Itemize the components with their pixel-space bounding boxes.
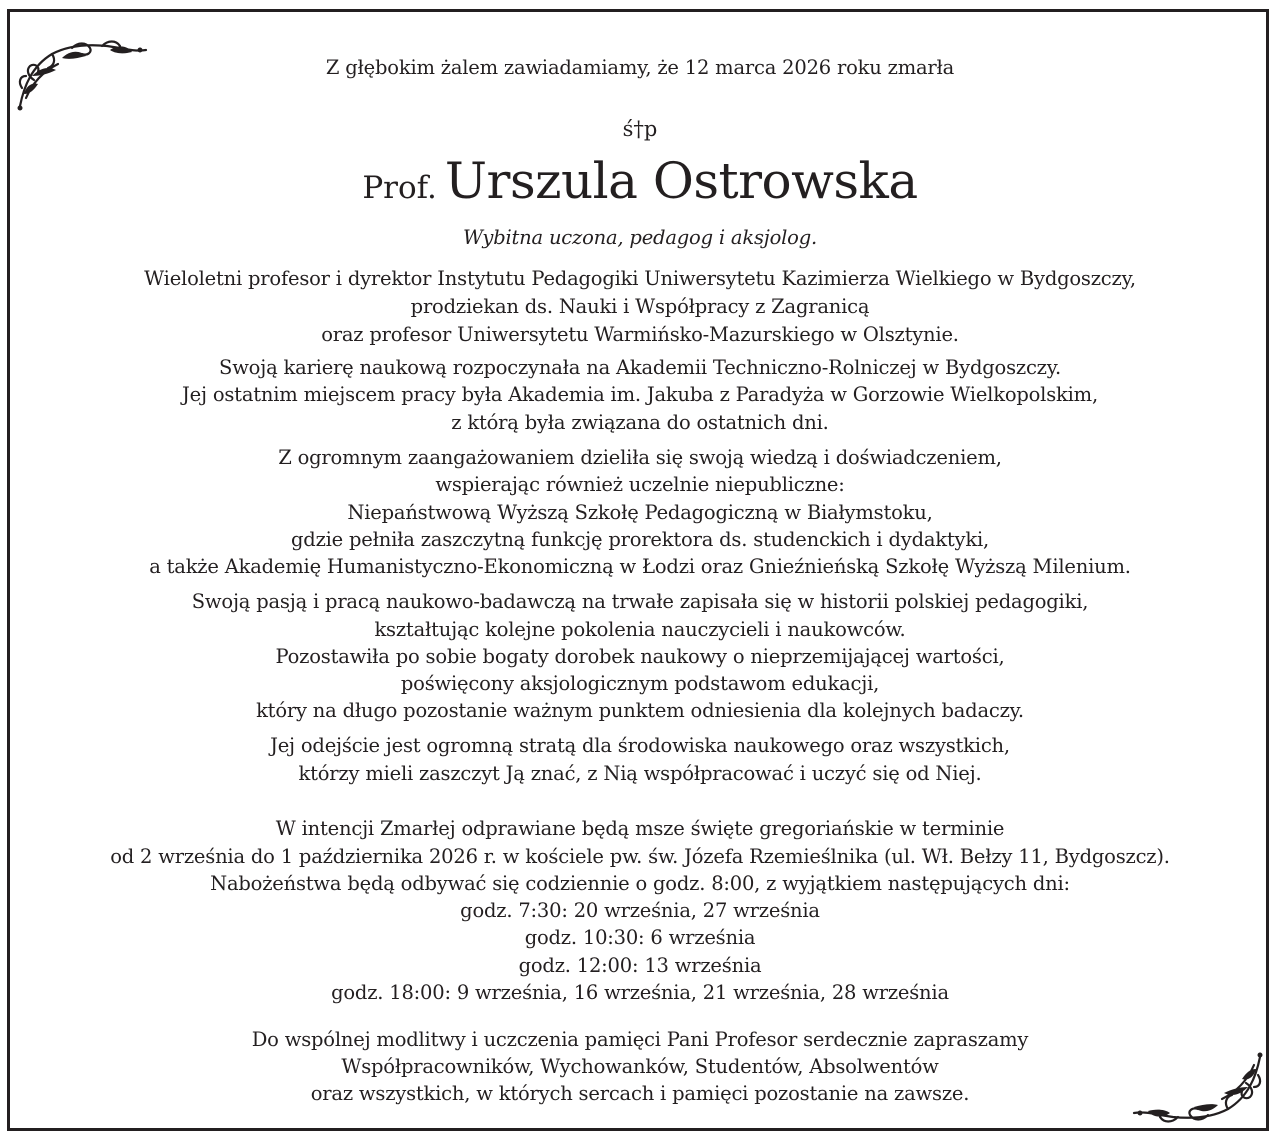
text-line: oraz wszystkich, w których sercach i pamięci pozostanie na zawsze. [310,1082,970,1105]
text-line: poświęcony aksjologicznym podstawom edukacji, [400,672,880,695]
text-line: Niepaństwową Wyższą Szkołę Pedagogiczną w Białymstoku, [347,501,933,524]
text-line: od 2 września do 1 października 2026 r. w kościele pw. św. Józefa Rzemieślnika (ul. Wł. Bełzy 11, Bydgoszcz). [110,845,1170,868]
text-line: Pozostawiła po sobie bogaty dorobek naukowy o nieprzemijającej wartości, [275,645,1005,668]
text-line: Z ogromnym zaangażowaniem dzieliła się swoją wiedzą i doświadczeniem, [278,446,1002,469]
deceased-name: Urszula Ostrowska [444,152,918,210]
text-line: godz. 12:00: 13 września [518,954,762,977]
text-line: wspierając również uczelnie niepubliczne: [435,473,845,496]
text-line: gdzie pełniła zaszczytną funkcję prorektora ds. studenckich i dydaktyki, [291,528,989,551]
opening-line: Z głębokim żalem zawiadamiamy, że 12 marca 2026 roku zmarła [325,56,955,79]
text-line: Jej ostatnim miejscem pracy była Akademia im. Jakuba z Paradyża w Gorzowie Wielkopolskim, [182,383,1098,406]
text-line: z którą była związana do ostatnich dni. [451,411,829,434]
academic-title: Prof. [362,170,437,206]
text-line: godz. 18:00: 9 września, 16 września, 21 września, 28 września [331,981,949,1004]
text-line: godz. 7:30: 20 września, 27 września [460,899,820,922]
text-line: W intencji Zmarłej odprawiane będą msze święte gregoriańskie w terminie [275,817,1005,840]
text-line: który na długo pozostanie ważnym punktem odniesienia dla kolejnych badaczy. [256,699,1024,722]
stp-abbreviation: ś†p [622,117,658,141]
text-line: godz. 10:30: 6 września [524,926,756,949]
text-line: Do wspólnej modlitwy i uczczenia pamięci Pani Profesor serdecznie zapraszamy [251,1028,1029,1051]
subtitle: Wybitna uczona, pedagog i aksjolog. [462,226,817,249]
text-line: którzy mieli zaszczyt Ją znać, z Nią współpracować i uczyć się od Niej. [298,762,982,785]
deceased-name-line [0,152,1280,210]
text-line: oraz profesor Uniwersytetu Warmińsko-Mazurskiego w Olsztynie. [321,323,959,346]
text-line: Nabożeństwa będą odbywać się codziennie o godz. 8:00, z wyjątkiem następujących dni: [210,872,1070,895]
text-line: a także Akademię Humanistyczno-Ekonomiczną w Łodzi oraz Gnieźnieńską Szkołę Wyższą Milenium. [149,555,1131,578]
text-line: prodziekan ds. Nauki i Współpracy z Zagranicą [410,295,870,318]
text-line: kształtując kolejne pokolenia nauczycieli i naukowców. [374,618,906,641]
text-line: Współpracowników, Wychowanków, Studentów, Absolwentów [341,1055,939,1078]
text-line: Wieloletni profesor i dyrektor Instytutu Pedagogiki Uniwersytetu Kazimierza Wielkiego w Bydgoszczy, [144,267,1136,290]
text-line: Swoją pasją i pracą naukowo-badawczą na trwałe zapisała się w historii polskiej pedagogiki, [191,590,1089,613]
text-line: Swoją karierę naukową rozpoczynała na Akademii Techniczno-Rolniczej w Bydgoszczy. [219,356,1061,379]
text-line: Jej odejście jest ogromną stratą dla środowiska naukowego oraz wszystkich, [270,734,1010,757]
